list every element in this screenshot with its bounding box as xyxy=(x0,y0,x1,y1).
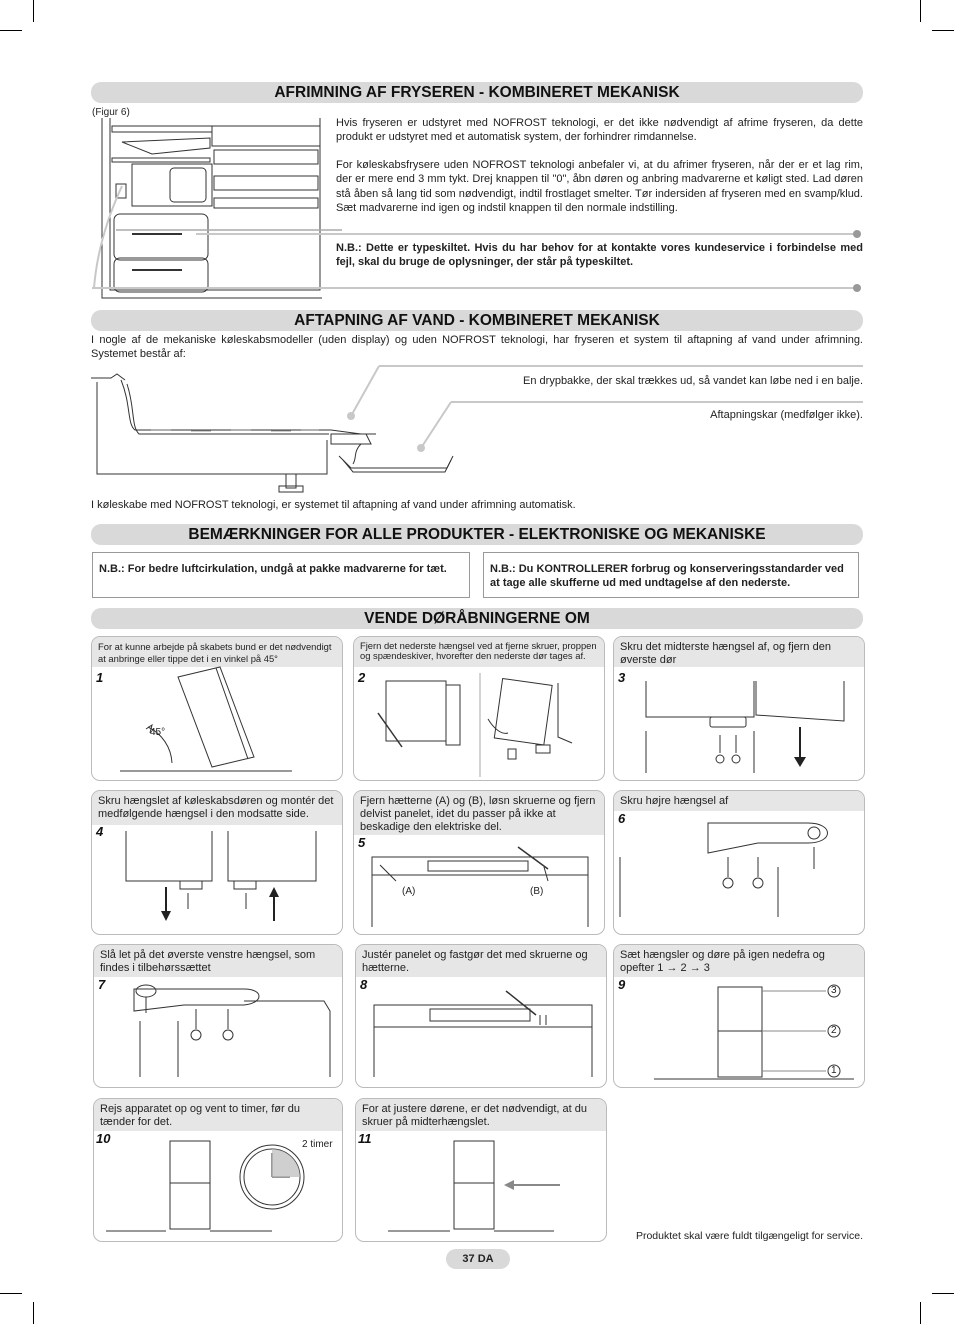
crop-mark xyxy=(33,0,34,22)
crop-mark xyxy=(920,1302,921,1324)
step-text: For at kunne arbejde på skabets bund er det nødvendigt at anbringe eller tippe det i en vinkel på 45° xyxy=(92,637,342,667)
step-panel-2 xyxy=(353,636,605,781)
crop-mark xyxy=(0,1293,22,1294)
step-number: 8 xyxy=(360,977,368,992)
rating-plate-note: N.B.: Dette er typeskiltet. Hvis du har behov for at kontakte vores kundeservice i forbindelse med fejl, skal du bruge de oplysninger, der står på typeskiltet. xyxy=(336,242,863,269)
cap-b-label: (B) xyxy=(530,886,544,897)
top-left-hinge-illustration xyxy=(124,981,334,1083)
note-consumption: N.B.: Du KONTROLLERER forbrug og konserveringsstandarder ved at tage alle skufferne ud med undtagelse af den nederste. xyxy=(483,552,859,598)
step-panel-5 xyxy=(353,790,605,935)
step-number: 3 xyxy=(618,670,626,685)
step-text: Skru det midterste hængsel af, og fjern den øverste dør xyxy=(614,637,864,667)
drain-container-label: Aftapningskar (medfølger ikke). xyxy=(710,409,863,421)
step-panel-3 xyxy=(613,636,865,781)
step-text: Skru højre hængsel af xyxy=(614,791,864,811)
step-panel-10 xyxy=(93,1098,343,1242)
step-text: Skru hængslet af køleskabsdøren og montér det medfølgende hængsel i den modsatte side. xyxy=(92,791,342,825)
note-air-circulation: N.B.: For bedre luftcirkulation, undgå at pakke madvarerne for tæt. xyxy=(92,552,470,598)
page-number: 37 DA xyxy=(446,1249,510,1269)
crop-mark xyxy=(932,30,954,31)
step-panel-9 xyxy=(613,944,865,1088)
fridge-and-clock-illustration xyxy=(102,1137,336,1237)
section-title-defrost: AFRIMNING AF FRYSEREN - KOMBINERET MEKANISK xyxy=(91,82,863,103)
step-text: Sæt hængsler og døre på igen nedefra og opefter 1 → 2 → 3 xyxy=(614,945,864,977)
step-text: For at justere dørene, er det nødvendigt, at du skruer på midterhængslet. xyxy=(356,1099,606,1131)
step-text: Slå let på det øverste venstre hængsel, som findes i tilbehørssættet xyxy=(94,945,342,977)
crop-mark xyxy=(33,1302,34,1324)
crop-mark xyxy=(0,30,22,31)
step-panel-11 xyxy=(355,1098,607,1242)
step-number: 9 xyxy=(618,977,626,992)
door-hinge-swap-illustration xyxy=(122,831,332,931)
angle-label: 45° xyxy=(150,727,166,738)
step-number: 7 xyxy=(98,977,106,992)
step-text: Justér panelet og fastgør det med skruerne og hætterne. xyxy=(356,945,606,977)
service-note: Produktet skal være fuldt tilgængeligt for service. xyxy=(635,1230,863,1242)
step-text: Fjern hætterne (A) og (B), løsn skruerne og fjern delvist panelet, idet du passer på ikke at beskadige den elektriske del. xyxy=(354,791,604,835)
section-title-drainage: AFTAPNING AF VAND - KOMBINERET MEKANISK xyxy=(91,310,863,331)
step-panel-8 xyxy=(355,944,607,1088)
step-panel-4 xyxy=(91,790,343,935)
step-text: Rejs apparatet op og vent to timer, før du tænder for det. xyxy=(94,1099,342,1131)
step-number: 6 xyxy=(618,811,626,826)
middle-hinge-illustration xyxy=(644,681,859,777)
step-panel-1 xyxy=(91,636,343,781)
step-number: 4 xyxy=(96,824,104,839)
section-title-door-reversal: VENDE DØRÅBNINGERNE OM xyxy=(91,608,863,629)
crop-mark xyxy=(920,0,921,22)
drainage-footer: I køleskabe med NOFROST teknologi, er systemet til aftapning af vand under afrimning automatisk. xyxy=(91,499,576,511)
figure-label: (Figur 6) xyxy=(92,107,130,118)
hinge-marker-3: 3 xyxy=(831,985,837,996)
step-number: 5 xyxy=(358,835,366,850)
step-number: 2 xyxy=(358,670,366,685)
crop-mark xyxy=(932,1293,954,1294)
step-text: Fjern det nederste hængsel ved at fjerne skruer, proppen og spændeskiver, hvorefter den nederste dør tages af. xyxy=(354,637,604,667)
tilted-fridge-illustration xyxy=(112,667,332,777)
right-hinge-illustration xyxy=(618,817,858,931)
wait-time-label: 2 timer xyxy=(302,1139,333,1150)
door-adjust-illustration xyxy=(364,1137,600,1237)
defrost-instructions-paragraph: For køleskabsfrysere uden NOFROST teknologi anbefaler vi, at du afrimer fryseren, når der er et lag rim, der er mere end 3 mm tykt. Drej knappen til "0", åbn døren og anbring madvarerne et køligt sted. Lad døren stå åben så lang tid som nødvendigt, indtil frostlaget smelter. Tør indersiden af fryseren med en svamp/klud. Sæt madvarerne ind igen og indstil knappen til den normale indstilling. xyxy=(336,159,863,214)
drainage-intro: I nogle af de mekaniske køleskabsmodeller (uden display) og uden NOFROST teknologi, har fryseren et system til aftapning af vand under afrimning. Systemet består af: xyxy=(91,334,863,361)
cap-a-label: (A) xyxy=(402,886,416,897)
step-number: 1 xyxy=(96,670,104,685)
bottom-hinge-illustration xyxy=(368,673,598,777)
step-number: 10 xyxy=(96,1131,111,1146)
hinge-order-illustration xyxy=(654,983,854,1083)
section-title-notes: BEMÆRKNINGER FOR ALLE PRODUKTER - ELEKTRONISKE OG MEKANISKE xyxy=(91,524,863,545)
step-number: 11 xyxy=(358,1131,372,1146)
drip-tray-label: En drypbakke, der skal trækkes ud, så vandet kan løbe ned i en balje. xyxy=(523,375,863,387)
step-panel-6 xyxy=(613,790,865,935)
hinge-marker-1: 1 xyxy=(831,1065,837,1076)
defrost-nofrost-paragraph: Hvis fryseren er udstyret med NOFROST teknologi, er det ikke nødvendigt af afrime fryseren, da dette produkt er udstyret med et automatisk system, der forhindrer rimdannelse. xyxy=(336,117,863,144)
hinge-marker-2: 2 xyxy=(831,1025,837,1036)
panel-fastening-illustration xyxy=(370,985,600,1081)
step-panel-7 xyxy=(93,944,343,1088)
